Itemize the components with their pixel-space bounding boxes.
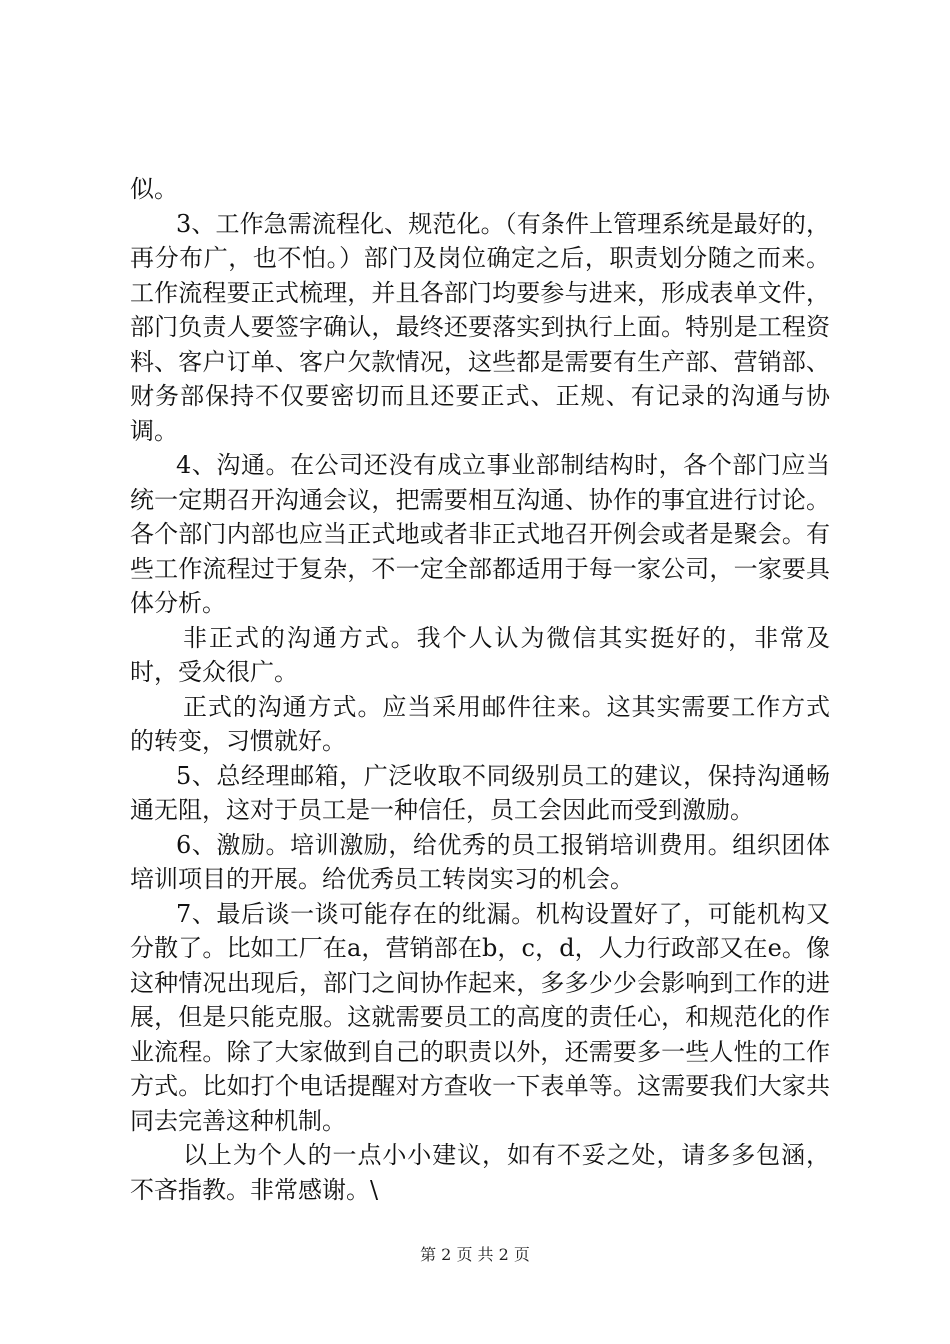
paragraph-item-7: 7、最后谈一谈可能存在的纰漏。机构设置好了，可能机构又分散了。比如工厂在a，营销部在b，c，d，人力行政部又在e。像这种情况出现后，部门之间协作起来，多多少少会影响到工作的进展，但是只能克服。这就需要员工的高度的责任心，和规范化的作业流程。除了大家做到自己的职责以外，还需要多一些人性的工作方式。比如打个电话提醒对方查收一下表单等。这需要我们大家共同去完善这种机制。: [130, 899, 830, 1135]
document-body: [130, 172, 830, 1207]
paragraph-item-6: 6、激励。培训激励，给优秀的员工报销培训费用。组织团体培训项目的开展。给优秀员工转岗实习的机会。: [130, 830, 830, 893]
paragraph-continuation: 似。: [130, 175, 178, 203]
paragraph-item-4: 4、沟通。在公司还没有成立事业部制结构时，各个部门应当统一定期召开沟通会议，把需要相互沟通、协作的事宜进行讨论。各个部门内部也应当正式地或者非正式地召开例会或者是聚会。有些工作流程过于复杂，不一定全部都适用于每一家公司，一家要具体分析。: [130, 451, 830, 617]
paragraph-informal-communication: 非正式的沟通方式。我个人认为微信其实挺好的，非常及时，受众很广。: [130, 623, 830, 686]
page-number-label: 第 2 页 共 2 页: [420, 1245, 530, 1264]
paragraph-item-5: 5、总经理邮箱，广泛收取不同级别员工的建议，保持沟通畅通无阻，这对于员工是一种信任，员工会因此而受到激励。: [130, 761, 830, 824]
paragraph-item-3: 3、工作急需流程化、规范化。（有条件上管理系统是最好的，再分布广，也不怕。）部门及岗位确定之后，职责划分随之而来。工作流程要正式梳理，并且各部门均要参与进来，形成表单文件，部门负责人要签字确认，最终还要落实到执行上面。特别是工程资料、客户订单、客户欠款情况，这些都是需要有生产部、营销部、财务部保持不仅要密切而且还要正式、正规、有记录的沟通与协调。: [130, 209, 830, 445]
paragraph-closing: 以上为个人的一点小小建议，如有不妥之处，请多多包涵，不吝指教。非常感谢。\: [130, 1141, 830, 1204]
page-footer: [0, 1245, 950, 1265]
paragraph-formal-communication: 正式的沟通方式。应当采用邮件往来。这其实需要工作方式的转变，习惯就好。: [130, 692, 830, 755]
